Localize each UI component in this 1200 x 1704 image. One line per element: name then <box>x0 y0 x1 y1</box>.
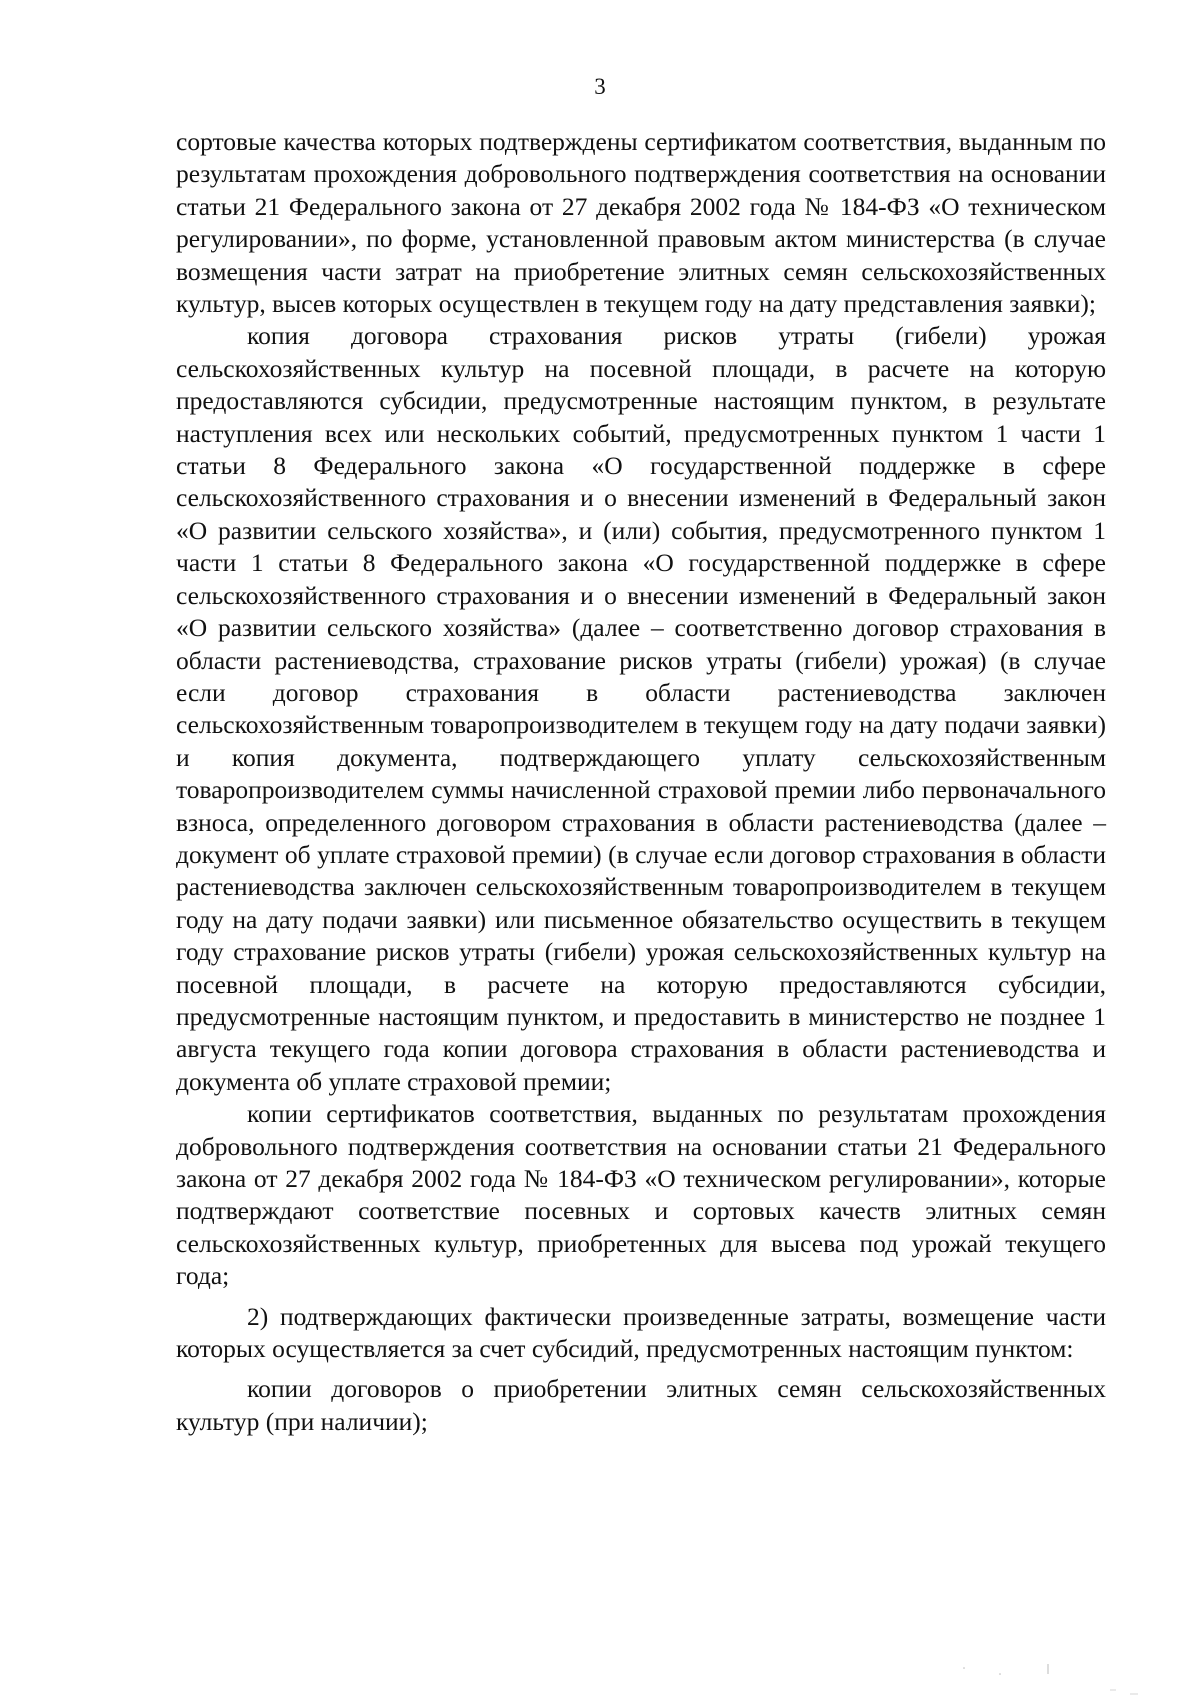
paragraph-actual-costs: 2) подтверждающих фактически произведенные затраты, возмещение части которых осуществляется за счет субсидий, предусмотренных настоящим пунктом: <box>176 1301 1106 1364</box>
paragraph-insurance-contract: копия договора страхования рисков утраты (гибели) урожая сельскохозяйственных культур на посевной площади, в расчете на которую предоставляются субсидии, предусмотренные настоящим пунктом, в результате наступления всех или нескольких событий, предусмотренных пунктом 1 части 1 статьи 8 Федерального закона «О государственной поддержке в сфере сельскохозяйственного страхования и о внесении изменений в Федеральный закон «О развитии сельского хозяйства», и (или) события, предусмотренного пунктом 1 части 1 статьи 8 Федерального закона «О государственной поддержке в сфере сельскохозяйственного страхования и о внесении изменений в Федеральный закон «О развитии сельского хозяйства» (далее – соответственно договор страхования в области растениеводства, страхование рисков утраты (гибели) урожая) (в случае если договор страхования в области растениеводства заключен сельскохозяйственным товаропроизводителем в текущем году на дату подачи заявки) и копия документа, подтверждающего уплату сельскохозяйственным товаропроизводителем суммы начисленной страховой премии либо первоначального взноса, определенного договором страхования в области растениеводства (далее – документ об уплате страховой премии) (в случае если договор страхования в области растениеводства заключен сельскохозяйственным товаропроизводителем в текущем году на дату подачи заявки) или письменное обязательство осуществить в текущем году страхование рисков утраты (гибели) урожая сельскохозяйственных культур на посевной площади, в расчете на которую предоставляются субсидии, предусмотренные настоящим пунктом, и предоставить в министерство не позднее 1 августа текущего года копии договора страхования в области растениеводства и документа об уплате страховой премии; <box>176 321 1106 1096</box>
document-body <box>176 126 1106 1438</box>
paragraph-certificate-continuation: сортовые качества которых подтверждены сертификатом соответствия, выданным по результатам прохождения добровольного подтверждения соответствия на основании статьи 21 Федерального закона от 27 декабря 2002 года № 184-ФЗ «О техническом регулировании», по форме, установленной правовым актом министерства (в случае возмещения части затрат на приобретение элитных семян сельскохозяйственных культур, высев которых осуществлен в текущем году на дату представления заявки); <box>176 127 1106 319</box>
page-number: 3 <box>594 74 606 99</box>
paragraph-certificate-copies: копии сертификатов соответствия, выданных по результатам прохождения добровольного подтверждения соответствия на основании статьи 21 Федерального закона от 27 декабря 2002 года № 184-ФЗ «О техническом регулировании», которые подтверждают соответствие посевных и сортовых качеств элитных семян сельскохозяйственных культур, приобретенных для высева под урожай текущего года; <box>176 1099 1106 1291</box>
scan-artifact-marks <box>960 1660 1160 1700</box>
paragraph-seed-contracts: копии договоров о приобретении элитных семян сельскохозяйственных культур (при наличии); <box>176 1374 1106 1436</box>
